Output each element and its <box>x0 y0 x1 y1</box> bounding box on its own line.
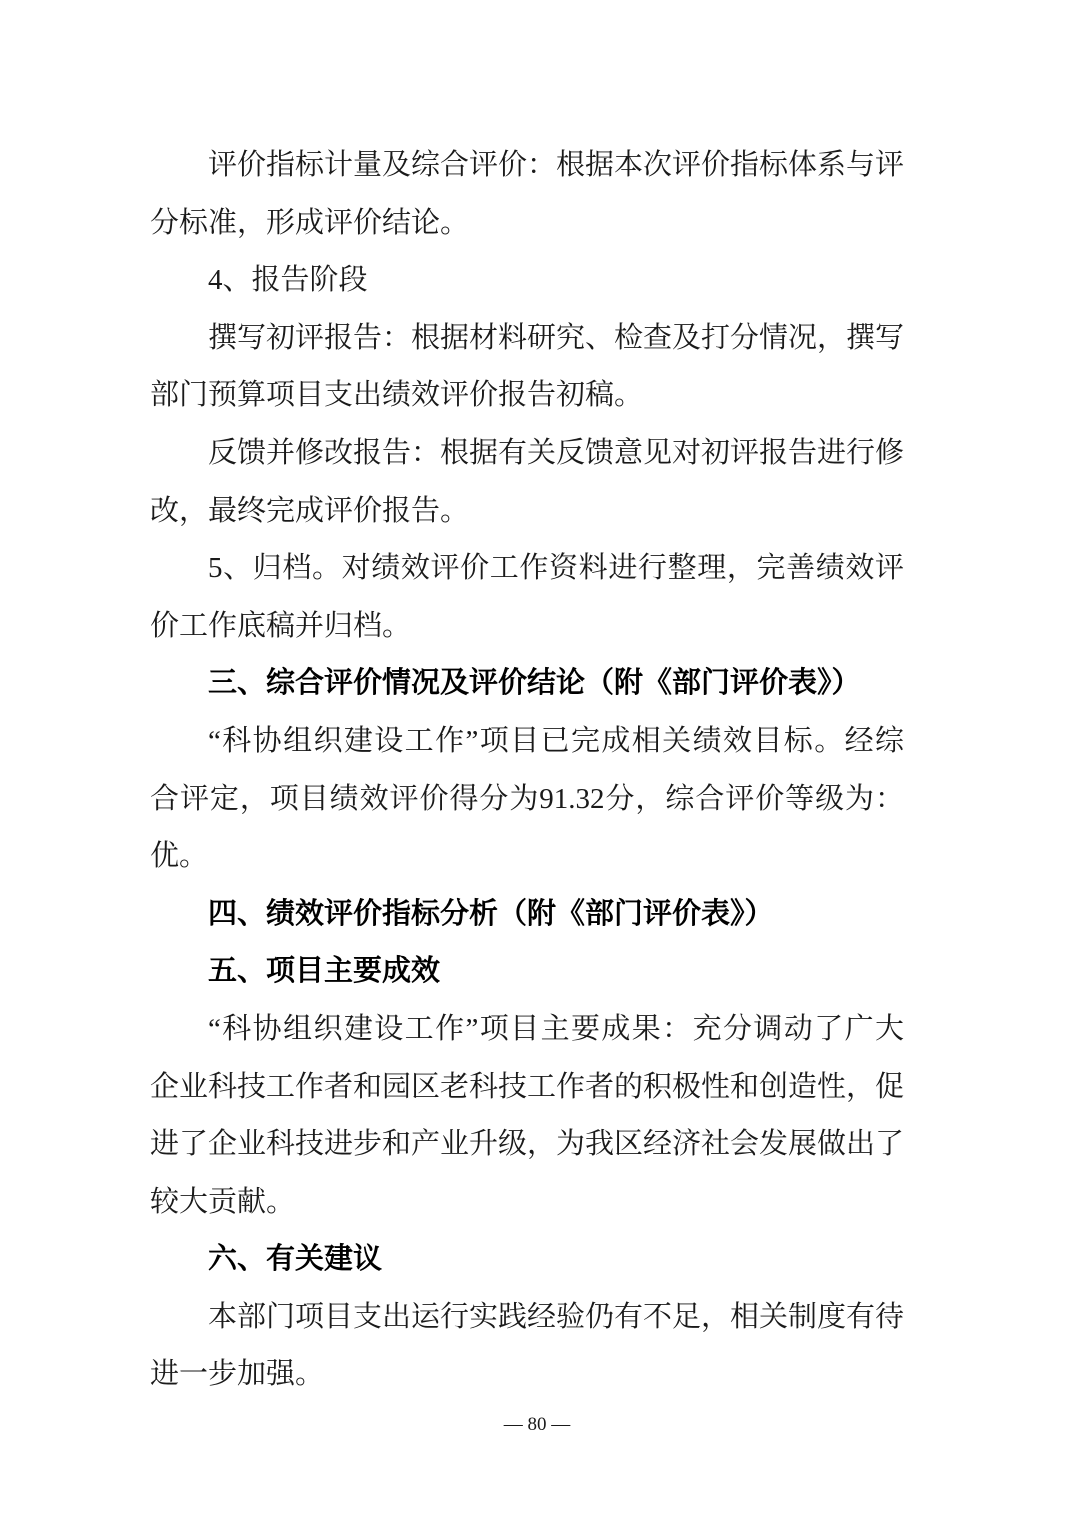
text-line: 反馈并修改报告：根据有关反馈意见对初评报告进行修 <box>208 436 905 469</box>
text-line: “科协组织建设工作”项目主要成果：充分调动了广大 <box>208 1012 904 1045</box>
paragraph <box>150 1289 904 1404</box>
paragraph <box>150 425 904 540</box>
text-line: 部门预算项目支出绩效评价报告初稿。 <box>150 379 644 412</box>
paragraph <box>150 1001 904 1231</box>
text-line: 评价指标计量及综合评价：根据本次评价指标体系与评 <box>208 149 905 181</box>
paragraph <box>150 540 904 655</box>
text-line: 四、绩效评价指标分析（附《部门评价表》） <box>208 897 774 930</box>
text-line: 企业科技工作者和园区老科技工作者的积极性和创造性，促 <box>150 1070 905 1103</box>
text-line: 价工作底稿并归档。 <box>150 609 412 642</box>
paragraph <box>150 713 904 886</box>
section-heading <box>150 655 904 713</box>
text-line: 五、项目主要成效 <box>208 955 441 988</box>
text-line: “科协组织建设工作”项目已完成相关绩效目标。经综 <box>208 724 904 757</box>
page-number: — 80 — <box>503 1414 571 1435</box>
text-line: 本部门项目支出运行实践经验仍有不足，相关制度有待 <box>208 1300 905 1333</box>
text-line: 改，最终完成评价报告。 <box>150 494 470 527</box>
section-heading <box>150 886 904 944</box>
text-line: 4、报告阶段 <box>208 264 368 297</box>
page-content <box>150 137 904 1404</box>
paragraph <box>150 137 904 252</box>
paragraph <box>150 310 904 425</box>
text-line: 优。 <box>150 840 209 873</box>
text-line: 较大贡献。 <box>150 1185 296 1218</box>
text-line: 进了企业科技进步和产业升级，为我区经济社会发展做出了 <box>150 1128 905 1161</box>
text-line: 分标准，形成评价结论。 <box>150 206 470 239</box>
text-line: 进一步加强。 <box>150 1358 325 1391</box>
paragraph <box>150 252 904 310</box>
text-line: 合评定，项目绩效评价得分为91.32分，综合评价等级为： <box>150 782 904 815</box>
text-line: 5、归档。对绩效评价工作资料进行整理，完善绩效评 <box>208 552 904 585</box>
text-line: 撰写初评报告：根据材料研究、检查及打分情况，撰写 <box>208 321 905 354</box>
text-line: 三、综合评价情况及评价结论（附《部门评价表》） <box>208 667 861 700</box>
section-heading <box>150 1231 904 1289</box>
section-heading <box>150 943 904 1001</box>
text-line: 六、有关建议 <box>208 1243 383 1276</box>
